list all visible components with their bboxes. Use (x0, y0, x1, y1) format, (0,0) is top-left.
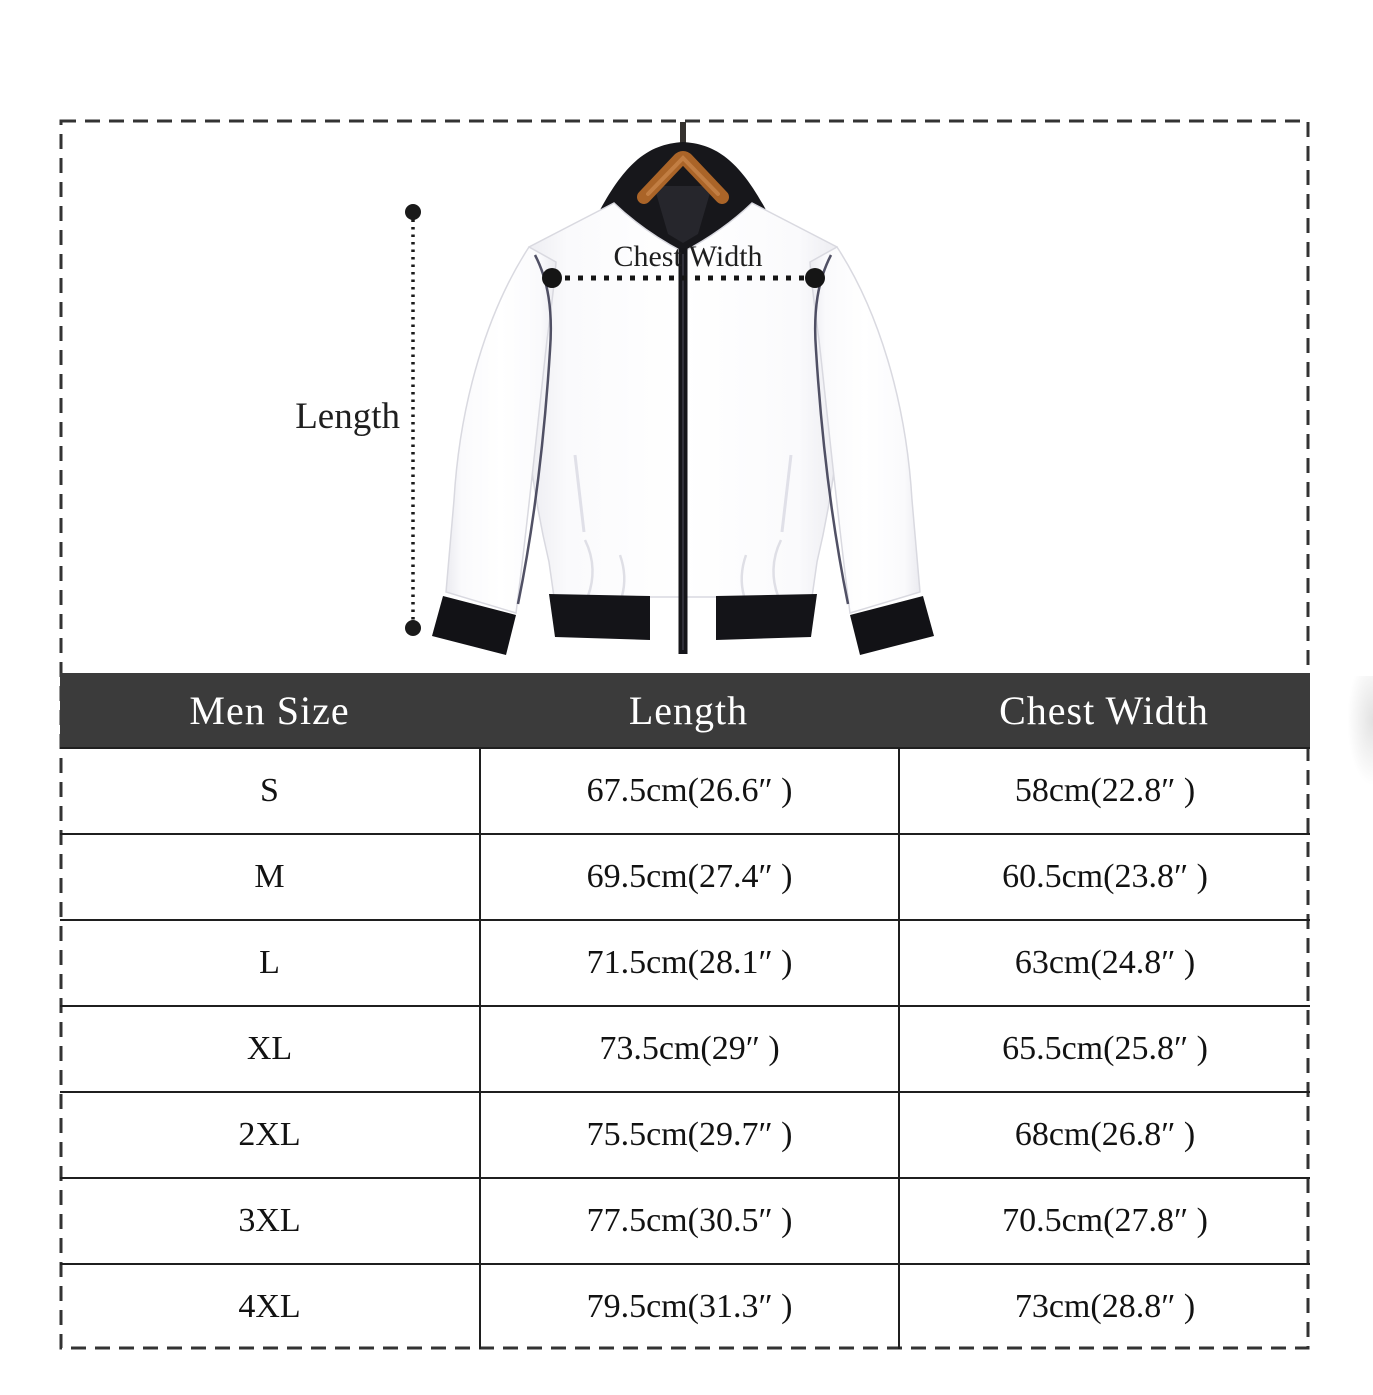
size-cell: L (60, 919, 479, 1005)
size-cell: S (60, 747, 479, 833)
chest-width-cell: 65.5cm(25.8″ ) (898, 1005, 1310, 1091)
waistband-right (716, 594, 817, 640)
length-cell: 79.5cm(31.3″ ) (479, 1263, 898, 1349)
length-measure-line (405, 204, 421, 636)
chest-width-cell: 60.5cm(23.8″ ) (898, 833, 1310, 919)
length-top-dot (405, 204, 421, 220)
chest-width-cell: 73cm(28.8″ ) (898, 1263, 1310, 1349)
size-cell: 2XL (60, 1091, 479, 1177)
size-cell: 3XL (60, 1177, 479, 1263)
length-cell: 71.5cm(28.1″ ) (479, 919, 898, 1005)
length-cell: 73.5cm(29″ ) (479, 1005, 898, 1091)
chest-width-cell: 70.5cm(27.8″ ) (898, 1177, 1310, 1263)
chest-width-cell: 68cm(26.8″ ) (898, 1091, 1310, 1177)
length-cell: 69.5cm(27.4″ ) (479, 833, 898, 919)
length-cell: 75.5cm(29.7″ ) (479, 1091, 898, 1177)
jacket-graphic (432, 122, 934, 655)
chest-left-dot (542, 268, 562, 288)
size-cell: XL (60, 1005, 479, 1091)
waistband-left (549, 594, 650, 640)
col-header-men-size: Men Size (60, 673, 479, 747)
length-cell: 77.5cm(30.5″ ) (479, 1177, 898, 1263)
length-bottom-dot (405, 620, 421, 636)
chest-right-dot (805, 268, 825, 288)
chest-width-cell: 58cm(22.8″ ) (898, 747, 1310, 833)
col-header-chest-width: Chest Width (898, 673, 1310, 747)
chest-width-cell: 63cm(24.8″ ) (898, 919, 1310, 1005)
size-cell: 4XL (60, 1263, 479, 1349)
col-header-length: Length (479, 673, 898, 747)
size-table (60, 673, 1310, 1349)
length-label: Length (295, 396, 400, 437)
chest-width-label: Chest Width (613, 240, 763, 273)
length-cell: 67.5cm(26.6″ ) (479, 747, 898, 833)
size-cell: M (60, 833, 479, 919)
